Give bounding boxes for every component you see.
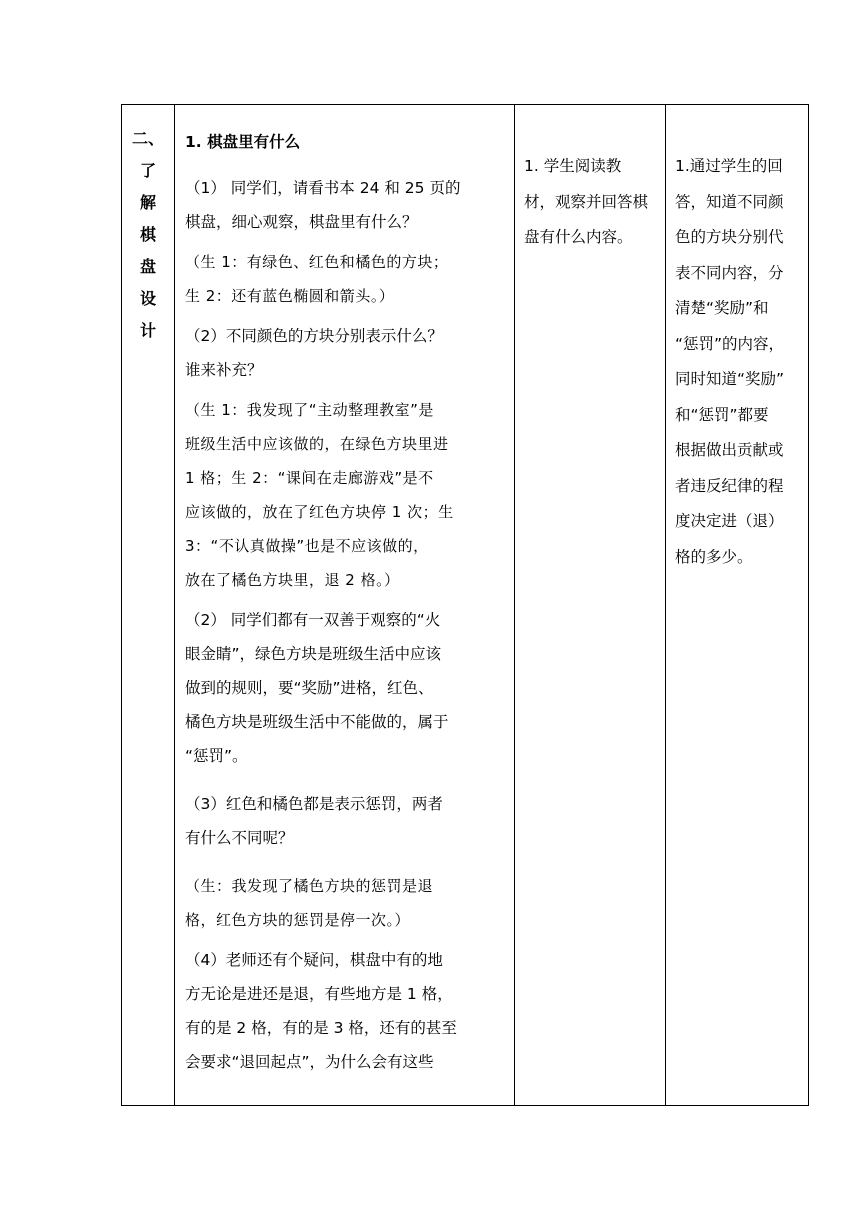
text-line: 清楚“奖励”和 — [675, 299, 769, 317]
text-line: 同时知道“奖励” — [675, 370, 785, 388]
text-line: 生 2：还有蓝色椭圆和箭头。） — [185, 287, 395, 305]
section-label-char: 盘 — [139, 257, 156, 276]
text-line: （2）不同颜色的方块分别表示什么？ — [185, 327, 443, 345]
design-intent-cell — [666, 105, 808, 1105]
text-line: 和“惩罚”都要 — [675, 405, 769, 424]
teacher-question — [185, 319, 506, 387]
text-line: 度决定进（退） — [675, 512, 784, 530]
section-label-char: 棋 — [139, 225, 156, 244]
teacher-question — [185, 787, 506, 855]
student-response — [185, 245, 506, 313]
section-title: 1. 棋盘里有什么 — [185, 133, 301, 151]
text-line: 表不同内容，分 — [675, 263, 784, 282]
text-line: （生 1：我发现了“主动整理教室”是 — [185, 401, 434, 419]
text-line: 方无论是进还是退，有些地方是 1 格， — [185, 985, 453, 1003]
teacher-paragraphs — [185, 171, 506, 1079]
text-line: 3：“不认真做操”也是不应该做的， — [185, 537, 429, 555]
student-response — [185, 393, 506, 597]
text-line: （3）红色和橘色都是表示惩罚，两者 — [185, 795, 443, 813]
text-line: （2） 同学们都有一双善于观察的“火 — [185, 611, 441, 629]
text-line: 放在了橘色方块里，退 2 格。） — [185, 571, 400, 589]
section-label-char: 了 — [139, 161, 156, 180]
text-line: 根据做出贡献或 — [675, 441, 784, 459]
text-line: 1. 学生阅读教 — [524, 157, 622, 175]
section-label-char: 设 — [139, 289, 156, 308]
text-line: 者违反纪律的程 — [675, 476, 784, 495]
text-line: 眼金睛”，绿色方块是班级生活中应该 — [185, 645, 442, 663]
student-response — [185, 869, 506, 937]
text-line: “惩罚”的内容， — [675, 334, 785, 353]
text-line: 格，红色方块的惩罚是停一次。） — [185, 911, 411, 929]
text-line: （4）老师还有个疑问，棋盘中有的地 — [185, 951, 443, 969]
text-line: （1） 同学们，请看书本 24 和 25 页的 — [185, 179, 461, 197]
teacher-question — [185, 943, 506, 1079]
student-activity-cell — [515, 105, 665, 1105]
text-line: “惩罚”。 — [185, 747, 248, 765]
text-line: （生：我发现了橘色方块的惩罚是退 — [185, 877, 434, 895]
section-label-char: 二、 — [131, 129, 164, 148]
text-line: 1 格；生 2：“课间在走廊游戏”是不 — [185, 469, 434, 487]
text-line: 色的方块分别代 — [675, 228, 784, 246]
design-intent-text — [675, 149, 808, 575]
text-line: 1.通过学生的回 — [675, 157, 783, 175]
text-line: 有什么不同呢？ — [185, 829, 294, 847]
student-activity-text — [524, 149, 659, 256]
text-line: 盘有什么内容。 — [524, 228, 633, 246]
text-line: 答，知道不同颜 — [675, 192, 784, 211]
lesson-table — [121, 104, 809, 1106]
text-line: 应该做的，放在了红色方块停 1 次；生 — [185, 503, 454, 521]
section-label — [122, 105, 174, 347]
text-line: 班级生活中应该做的，在绿色方块里进 — [185, 435, 449, 453]
text-line: （生 1：有绿色、红色和橘色的方块； — [185, 253, 449, 271]
text-line: 做到的规则，要“奖励”进格，红色、 — [185, 679, 434, 697]
teacher-question — [185, 171, 506, 239]
text-line: 橘色方块是班级生活中不能做的，属于 — [185, 713, 449, 731]
text-line: 会要求“退回起点”，为什么会有这些 — [185, 1053, 434, 1071]
text-line: 格的多少。 — [675, 547, 753, 566]
teacher-question — [185, 603, 506, 773]
text-line: 谁来补充？ — [185, 361, 263, 379]
section-label-char: 解 — [139, 193, 156, 212]
text-line: 材，观察并回答棋 — [524, 192, 649, 211]
section-label-char: 计 — [139, 321, 156, 340]
text-line: 有的是 2 格，有的是 3 格，还有的甚至 — [185, 1019, 457, 1037]
teacher-activity-cell — [175, 105, 514, 1105]
section-label-cell — [122, 105, 174, 1105]
text-line: 棋盘，细心观察，棋盘里有什么？ — [185, 213, 418, 231]
